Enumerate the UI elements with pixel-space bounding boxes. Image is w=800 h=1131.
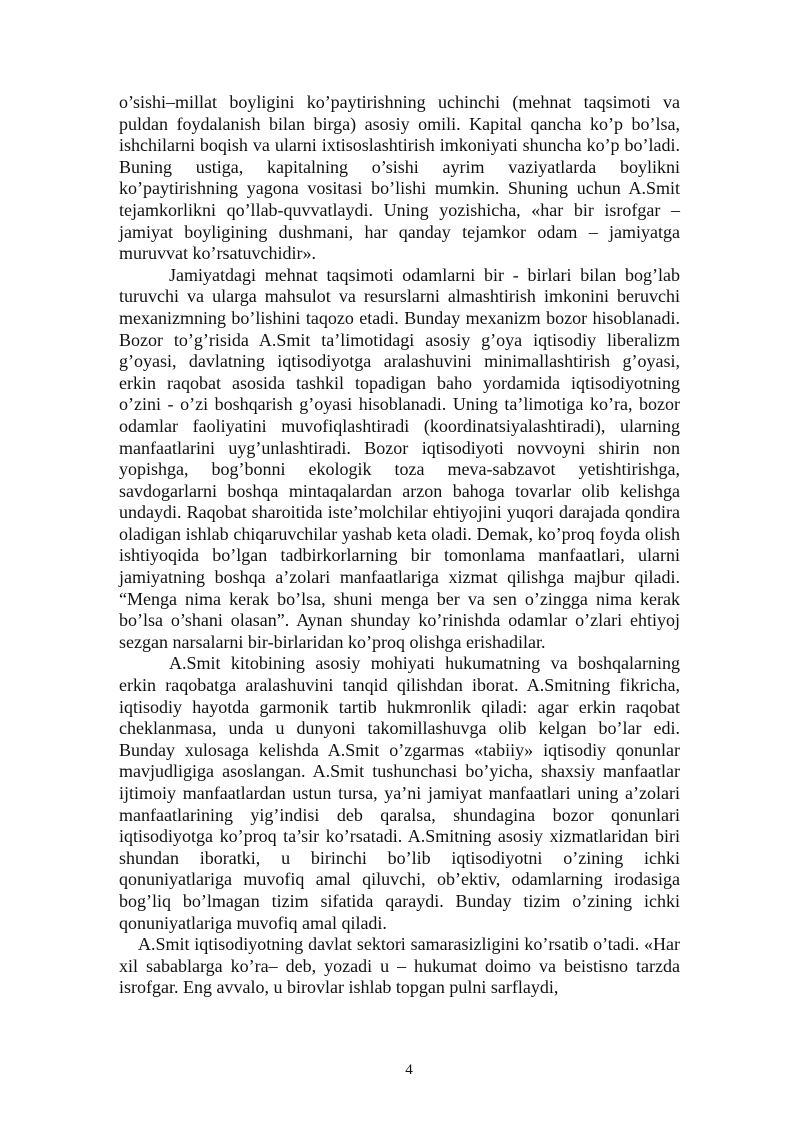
document-body <box>119 92 680 999</box>
paragraph-capital-growth: o’sishi–millat boyligini ko’paytirishning uchinchi (mehnat taqsimoti va puldan foydalanish bilan birga) asosiy omili. Kapital qancha ko’p bo’lsa, ishchilarni boqish va ularni ixtisoslashtirish imkoniyati shuncha ko’p bo’ladi. Buning ustiga, kapitalning o’sishi ayrim vaziyatlarda boylikni ko’paytirishning yagona vositasi bo’lishi mumkin. Shuning uchun A.Smit tejamkorlikni qo’llab-quvvatlaydi. Uning yozishicha, «har bir isrofgar – jamiyat boyligining dushmani, har qanday tejamkor odam – jamiyatga muruvvat ko’rsatuvchidir». <box>119 92 680 264</box>
paragraph-division-of-labor: Jamiyatdagi mehnat taqsimoti odamlarni bir - birlari bilan bog’lab turuvchi va ularga mahsulot va resurslarni almashtirish imkonini beruvchi mexanizmning bo’lishini taqozo etadi. Bunday mexanizm bozor hisoblanadi. Bozor to’g’risida A.Smit ta’limotidagi asosiy g’oya iqtisodiy liberalizm g’oyasi, davlatning iqtisodiyotga aralashuvini minimallashtirish g’oyasi, erkin raqobat asosida tashkil topadigan baho yordamida iqtisodiyotning o’zini - o’zi boshqarish g’oyasi hisoblanadi. Uning ta’limotiga ko’ra, bozor odamlar faoliyatini muvofiqlashtiradi (koordinatsiyalashtiradi), ularning manfaatlarini uyg’unlashtiradi. Bozor iqtisodiyoti novvoyni shirin non yopishga, bog’bonni ekologik toza meva-sabzavot yetishtirishga, savdogarlarni boshqa mintaqalardan arzon bahoga tovarlar olib kelishga undaydi. Raqobat sharoitida iste’molchilar ehtiyojini yuqori darajada qondira oladigan ishlab chiqaruvchilar yashab keta oladi. Demak, ko’proq foyda olish ishtiyoqida bo’lgan tadbirkorlarning bir tomonlama manfaatlari, ularni jamiyatning boshqa a’zolari manfaatlariga xizmat qilishga majbur qiladi. “Menga nima kerak bo’lsa, shuni menga ber va sen o’zingga nima kerak bo’lsa o’shani olasan”. Aynan shunday ko’rinishda odamlar o’zlari ehtiyoj sezgan narsalarni bir-birlaridan ko’proq olishga erishadilar. <box>119 264 680 652</box>
paragraph-free-competition: A.Smit kitobining asosiy mohiyati hukumatning va boshqalarning erkin raqobatga aralashuvini tanqid qilishdan iborat. A.Smitning fikricha, iqtisodiy hayotda garmonik tartib hukmronlik qiladi: agar erkin raqobat cheklanmasa, unda u dunyoni takomillashuvga olib kelgan bo’lar edi. Bunday xulosaga kelishda A.Smit o’zgarmas «tabiiy» iqtisodiy qonunlar mavjudligiga asoslangan. A.Smit tushunchasi bo’yicha, shaxsiy manfaatlar ijtimoiy manfaatlardan ustun tursa, ya’ni jamiyat manfaatlari uning a’zolari manfaatlarining yig’indisi deb qaralsa, shundagina bozor qonunlari iqtisodiyotga ko’proq ta’sir ko’rsatadi. A.Smitning asosiy xizmatlaridan biri shundan iboratki, u birinchi bo’lib iqtisodiyotni o’zining ichki qonuniyatlariga muvofiq amal qiluvchi, ob’ektiv, odamlarning irodasiga bog’liq bo’lmagan tizim sifatida qaraydi. Bunday tizim o’zining ichki qonuniyatlariga muvofiq amal qiladi. <box>119 653 680 933</box>
page-number: 4 <box>405 1062 413 1078</box>
paragraph-public-sector: A.Smit iqtisodiyotning davlat sektori samarasizligini ko’rsatib o’tadi. «Har xil sabablarga ko’ra– deb, yozadi u – hukumat doimo va beistisno tarzda isrofgar. Eng avvalo, u birovlar ishlab topgan pulni sarflaydi, <box>119 934 680 998</box>
